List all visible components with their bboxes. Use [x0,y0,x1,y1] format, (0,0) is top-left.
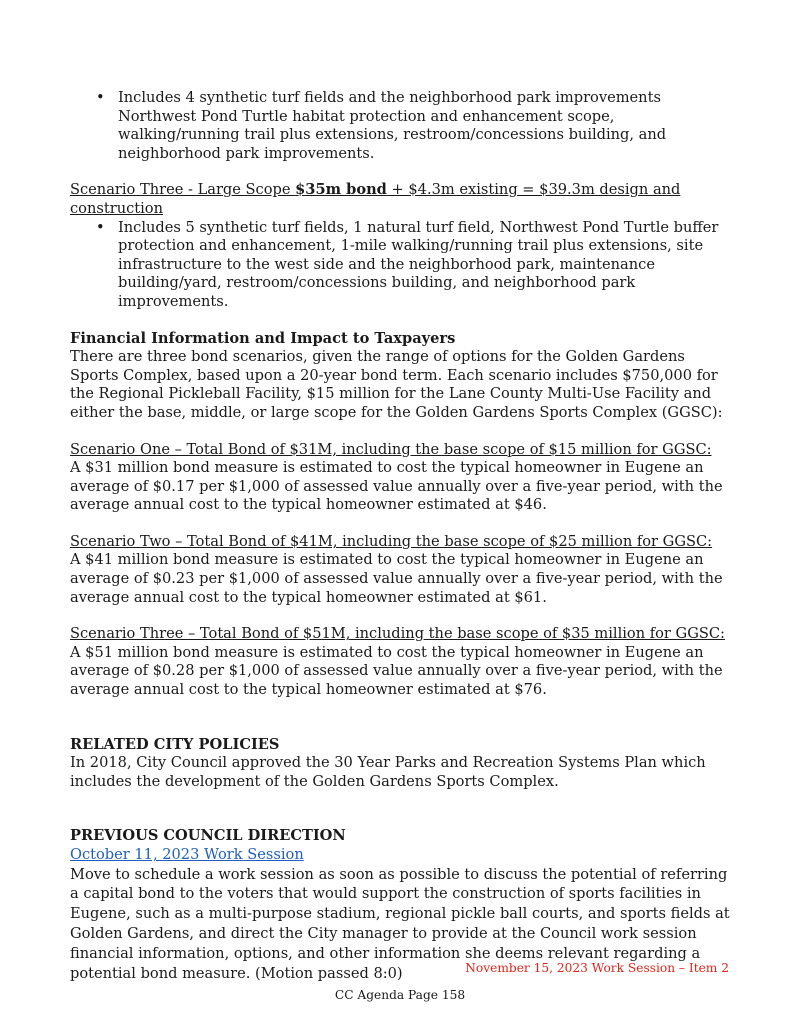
scenario-three-list [70,219,732,312]
scenario-one-title: Scenario One – Total Bond of $31M, including the base scope of $15 million for GGSC: [70,440,712,458]
footer-item-label: November 15, 2023 Work Session – Item 2 [465,961,729,975]
previous-body: Move to schedule a work session as soon as possible to discuss the potential of referring a capital bond to the voters that would support the construction of sports facilities in Eugene, such as a multi-purpose stadium, regional pickle ball courts, and sports fields at Golden Gardens, and direct the City manager to provide at the Council work session financial information, options, and other information she deems relevant regarding a potential bond measure. (Motion passed 8:0) [70,865,730,982]
work-session-link[interactable]: October 11, 2023 Work Session [70,846,304,863]
previous-heading: PREVIOUS COUNCIL DIRECTION [70,827,346,845]
financial-heading: Financial Information and Impact to Taxpayers [70,329,456,347]
footer-page-number: CC Agenda Page 158 [334,988,466,1002]
related-heading: RELATED CITY POLICIES [70,735,280,753]
financial-intro: There are three bond scenarios, given the range of options for the Golden Gardens Sports Complex, based upon a 20-year bond term. Each scenario includes $750,000 for the Regional Pickleball Facility, $15 million for the Lane County Multi-Use Facility and either the base, middle, or large scope for the Golden Gardens Sports Complex (GGSC): [70,348,723,421]
scenario-two-title: Scenario Two – Total Bond of $41M, including the base scope of $25 million for GGSC: [70,532,713,550]
scenario-two-list [70,89,732,163]
document-body [70,89,732,983]
list-item: • Includes 5 synthetic turf fields, 1 natural turf field, Northwest Pond Turtle buffer protection and enhancement, 1-mile walking/running trail plus extensions, site infrastructure to the west side and the neighborhood park, maintenance building/yard, restroom/concessions building, and neighborhood park improvements. [118,219,732,312]
scenario-three-rest: + $4.3m existing = $39.3m design and construction [70,181,681,217]
scenario-three-scope-title [70,181,732,218]
scenario-two-body: A $41 million bond measure is estimated to cost the typical homeowner in Eugene an average of $0.23 per $1,000 of assessed value annually over a five-year period, with the average annual cost to the typical homeowner estimated at $61. [70,551,723,606]
scenario-three-label: Scenario Three - Large Scope [70,181,296,199]
related-body: In 2018, City Council approved the 30 Year Parks and Recreation Systems Plan which includes the development of the Golden Gardens Sports Complex. [70,754,706,790]
scenario-three-body: A $51 million bond measure is estimated to cost the typical homeowner in Eugene an average of $0.28 per $1,000 of assessed value annually over a five-year period, with the average annual cost to the typical homeowner estimated at $76. [70,643,723,699]
list-item: • Includes 4 synthetic turf fields and the neighborhood park improvements Northwest Pond Turtle habitat protection and enhancement scope, walking/running trail plus extensions, restroom/concessions building, and neighborhood park improvements. [118,89,732,163]
scenario-one-body: A $31 million bond measure is estimated to cost the typical homeowner in Eugene an average of $0.17 per $1,000 of assessed value annually over a five-year period, with the average annual cost to the typical homeowner estimated at $46. [70,459,723,514]
scenario-three-title: Scenario Three – Total Bond of $51M, including the base scope of $35 million for GGSC: [70,625,725,643]
scenario-three-bond: $35m bond [295,181,387,199]
